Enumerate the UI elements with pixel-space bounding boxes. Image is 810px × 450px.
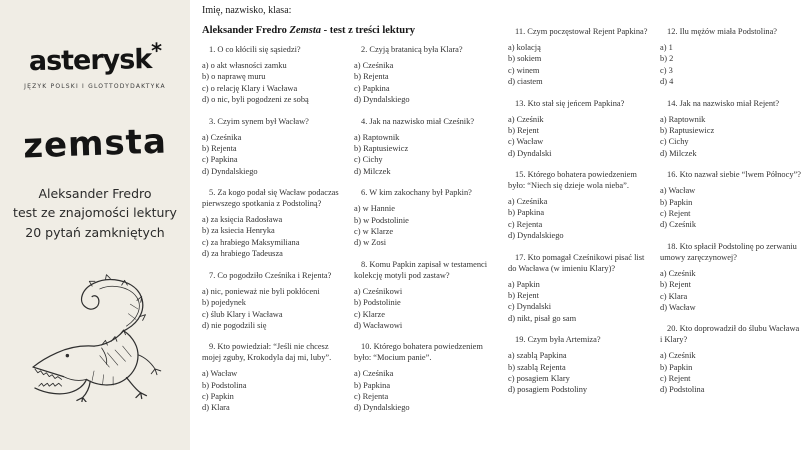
question-column-3 bbox=[508, 27, 650, 407]
logo-wordmark bbox=[0, 38, 190, 77]
answer-option: d) nikt, pisał go sam bbox=[508, 313, 577, 323]
question-7 bbox=[202, 271, 344, 332]
question-text: 16. Kto nazwał siebie “lwem Północy”? bbox=[667, 170, 801, 180]
answer-option: d) Dyndalskiego bbox=[354, 95, 410, 105]
question-6 bbox=[354, 188, 496, 249]
answer-option: d) w Zosi bbox=[354, 238, 387, 248]
answer-option: c) ślub Klary i Wacława bbox=[202, 309, 283, 319]
question-column-1 bbox=[202, 45, 344, 425]
answer-option: d) 4 bbox=[660, 77, 674, 87]
answer-option: c) posagiem Klary bbox=[508, 374, 570, 384]
question-5 bbox=[202, 188, 344, 260]
question-20 bbox=[660, 324, 802, 396]
answer-option: d) Dyndalskiego bbox=[508, 231, 564, 241]
answer-option: c) o relację Klary i Wacława bbox=[202, 83, 298, 93]
answer-option: c) Cichy bbox=[354, 155, 383, 165]
answer-option: b) w Podstolinie bbox=[354, 215, 409, 225]
answer-option: b) Podstolina bbox=[202, 380, 247, 390]
answer-option: a) w Hannie bbox=[354, 204, 395, 214]
question-13 bbox=[508, 99, 650, 160]
answer-option: b) Rejenta bbox=[354, 72, 389, 82]
answer-option: b) Rejent bbox=[508, 125, 539, 135]
test-title bbox=[202, 25, 496, 36]
answer-option: a) Cześnika bbox=[354, 369, 394, 379]
answer-option: b) Raptusiewicz bbox=[354, 143, 409, 153]
question-text: 3. Czyim synem był Wacław? bbox=[209, 116, 309, 126]
question-10 bbox=[354, 342, 496, 414]
answer-option: b) Podstolinie bbox=[354, 298, 401, 308]
question-text: 18. Kto spłacił Podstolinę po zerwaniu umowy zaręczynowej? bbox=[660, 241, 797, 262]
answer-option: a) kolacją bbox=[508, 42, 541, 52]
answer-option: a) Cześnik bbox=[660, 268, 696, 278]
question-text: 17. Kto pomagał Cześnikowi pisać list do Wacława (w imieniu Klary)? bbox=[508, 252, 645, 273]
answer-option: b) Raptusiewicz bbox=[660, 125, 715, 135]
answer-option: d) ciastem bbox=[508, 77, 543, 87]
question-16 bbox=[660, 170, 802, 231]
questions-right-half bbox=[508, 16, 802, 425]
answer-option: d) Podstolina bbox=[660, 385, 705, 395]
question-text: 11. Czym poczęstował Rejent Papkina? bbox=[515, 27, 648, 36]
answer-option: d) Wacław bbox=[660, 302, 696, 312]
answer-option: c) Dyndalski bbox=[508, 302, 552, 312]
answer-option: a) 1 bbox=[660, 42, 673, 52]
answer-option: b) pojedynek bbox=[202, 298, 246, 308]
answer-option: d) Milczek bbox=[660, 148, 697, 158]
answer-option: a) Cześnik bbox=[660, 351, 696, 361]
answer-option: c) za hrabiego Maksymiliana bbox=[202, 237, 300, 247]
answer-option: b) Papkina bbox=[354, 380, 391, 390]
answer-option: d) posagiem Podstoliny bbox=[508, 385, 588, 395]
question-text: 1. O co kłócili się sąsiedzi? bbox=[209, 45, 301, 54]
answer-option: c) Papkina bbox=[354, 83, 390, 93]
answer-option: a) Raptownik bbox=[660, 114, 706, 124]
question-19 bbox=[508, 335, 650, 396]
answer-option: a) Cześnikowi bbox=[354, 286, 403, 296]
asterisk-icon: * bbox=[150, 38, 162, 64]
crocodile-illustration bbox=[14, 254, 176, 402]
answer-option: c) Rejent bbox=[660, 374, 691, 384]
question-9 bbox=[202, 342, 344, 414]
answer-option: b) 2 bbox=[660, 54, 674, 64]
question-15 bbox=[508, 170, 650, 242]
book-title: zemsta bbox=[22, 121, 168, 167]
name-class-line: Imię, nazwisko, klasa: bbox=[202, 5, 292, 16]
answer-option: d) Dyndalskiego bbox=[354, 403, 410, 413]
answer-option: a) Papkin bbox=[508, 279, 540, 289]
answer-option: a) nic, ponieważ nie byli pokłóceni bbox=[202, 286, 320, 296]
answer-option: d) Dyndalski bbox=[508, 148, 552, 158]
answer-option: c) Klarze bbox=[354, 309, 385, 319]
question-text: 19. Czym była Artemiza? bbox=[515, 335, 601, 345]
answer-option: b) Rejenta bbox=[202, 143, 237, 153]
logo-text: asterysk bbox=[28, 44, 152, 78]
question-text: 5. Za kogo podał się Wacław podaczas pierwszego spotkania z Podstoliną? bbox=[202, 188, 339, 209]
answer-option: d) za hrabiego Tadeusza bbox=[202, 249, 283, 259]
question-4 bbox=[354, 117, 496, 178]
answer-option: a) Cześnik bbox=[508, 114, 544, 124]
question-2 bbox=[354, 45, 496, 106]
question-text: 20. Kto doprowadził do ślubu Wacława i Klary? bbox=[660, 324, 800, 345]
answer-option: a) za księcia Radosława bbox=[202, 215, 283, 225]
question-text: 13. Kto stał się jeńcem Papkina? bbox=[515, 98, 625, 108]
answer-option: a) o akt własności zamku bbox=[202, 60, 287, 70]
answer-option: b) o naprawę muru bbox=[202, 72, 266, 82]
question-11 bbox=[508, 27, 650, 88]
answer-option: b) szablą Rejenta bbox=[508, 362, 566, 372]
question-text: 14. Jak na nazwisko miał Rejent? bbox=[667, 98, 780, 108]
test-title-prefix: Aleksander Fredro bbox=[202, 25, 290, 36]
question-3 bbox=[202, 117, 344, 178]
description-line: 20 pytań zamkniętych bbox=[25, 224, 165, 240]
answer-option: c) Klara bbox=[660, 291, 688, 301]
answer-option: d) Milczek bbox=[354, 166, 391, 176]
answer-option: d) Wacławowi bbox=[354, 320, 403, 330]
test-title-suffix: - test z treści lektury bbox=[321, 25, 415, 36]
answer-option: a) szablą Papkina bbox=[508, 351, 567, 361]
answer-option: c) w Klarze bbox=[354, 226, 394, 236]
question-text: 15. Którego bohatera powiedzeniem było: “Niech się dzieje wola nieba”. bbox=[508, 170, 637, 191]
question-text: 4. Jak na nazwisko miał Cześnik? bbox=[361, 116, 475, 126]
question-text: 7. Co pogodziło Cześnika i Rejenta? bbox=[209, 270, 332, 280]
test-sheet bbox=[190, 0, 810, 450]
worksheet-description bbox=[0, 184, 190, 242]
question-17 bbox=[508, 253, 650, 325]
answer-option: c) winem bbox=[508, 65, 540, 75]
answer-option: c) Rejent bbox=[660, 208, 691, 218]
questions-left-half bbox=[202, 16, 496, 425]
question-8 bbox=[354, 260, 496, 332]
logo-tagline: JĘZYK POLSKI I GLOTTODYDAKTYKA bbox=[24, 83, 166, 90]
question-text: 10. Którego bohatera powiedzeniem było: “Mocium panie”. bbox=[354, 342, 483, 363]
question-text: 9. Kto powiedział: “Jeśli nie chcesz mojej zguby, Krokodyla daj mi, luby”. bbox=[202, 342, 332, 363]
test-title-book: Zemsta bbox=[289, 25, 322, 36]
answer-option: b) Papkin bbox=[660, 362, 693, 372]
answer-option: c) Papkin bbox=[202, 392, 234, 402]
description-line: test ze znajomości lektury bbox=[13, 205, 177, 221]
answer-option: c) Cichy bbox=[660, 137, 689, 147]
question-18 bbox=[660, 242, 802, 314]
answer-option: b) Rejent bbox=[508, 291, 539, 301]
question-text: 2. Czyją bratanicą była Klara? bbox=[361, 45, 463, 54]
answer-option: b) za ksiecia Henryka bbox=[202, 226, 275, 236]
answer-option: a) Wacław bbox=[202, 369, 238, 379]
answer-option: d) nie pogodzili się bbox=[202, 320, 267, 330]
question-14 bbox=[660, 99, 802, 160]
answer-option: c) Wacław bbox=[508, 137, 544, 147]
question-column-4 bbox=[660, 27, 802, 407]
answer-option: b) Papkina bbox=[508, 208, 545, 218]
answer-option: a) Cześnika bbox=[508, 197, 548, 207]
answer-option: d) o nic, byli pogodzeni ze sobą bbox=[202, 95, 309, 105]
question-text: 12. Ilu mężów miała Podstolina? bbox=[667, 27, 778, 36]
description-line: Aleksander Fredro bbox=[38, 186, 152, 201]
answer-option: b) Papkin bbox=[660, 197, 693, 207]
answer-option: c) Rejenta bbox=[508, 219, 543, 229]
question-12 bbox=[660, 27, 802, 88]
question-text: 6. W kim zakochany był Papkin? bbox=[361, 188, 472, 198]
answer-option: a) Cześnika bbox=[354, 60, 394, 70]
answer-option: a) Cześnika bbox=[202, 132, 242, 142]
question-column-2 bbox=[354, 45, 496, 425]
answer-option: c) Papkina bbox=[202, 155, 238, 165]
answer-option: b) Rejent bbox=[660, 280, 691, 290]
answer-option: a) Wacław bbox=[660, 186, 696, 196]
question-1 bbox=[202, 45, 344, 106]
answer-option: c) 3 bbox=[660, 65, 673, 75]
answer-option: b) sokiem bbox=[508, 54, 542, 64]
sidebar bbox=[0, 0, 190, 450]
answer-option: d) Cześnik bbox=[660, 220, 697, 230]
answer-option: c) Rejenta bbox=[354, 392, 389, 402]
answer-option: d) Klara bbox=[202, 403, 230, 413]
answer-option: d) Dyndalskiego bbox=[202, 166, 258, 176]
answer-option: a) Raptownik bbox=[354, 132, 400, 142]
question-text: 8. Komu Papkin zapisał w testamenci kolekcję motyli pod zastaw? bbox=[354, 259, 488, 280]
